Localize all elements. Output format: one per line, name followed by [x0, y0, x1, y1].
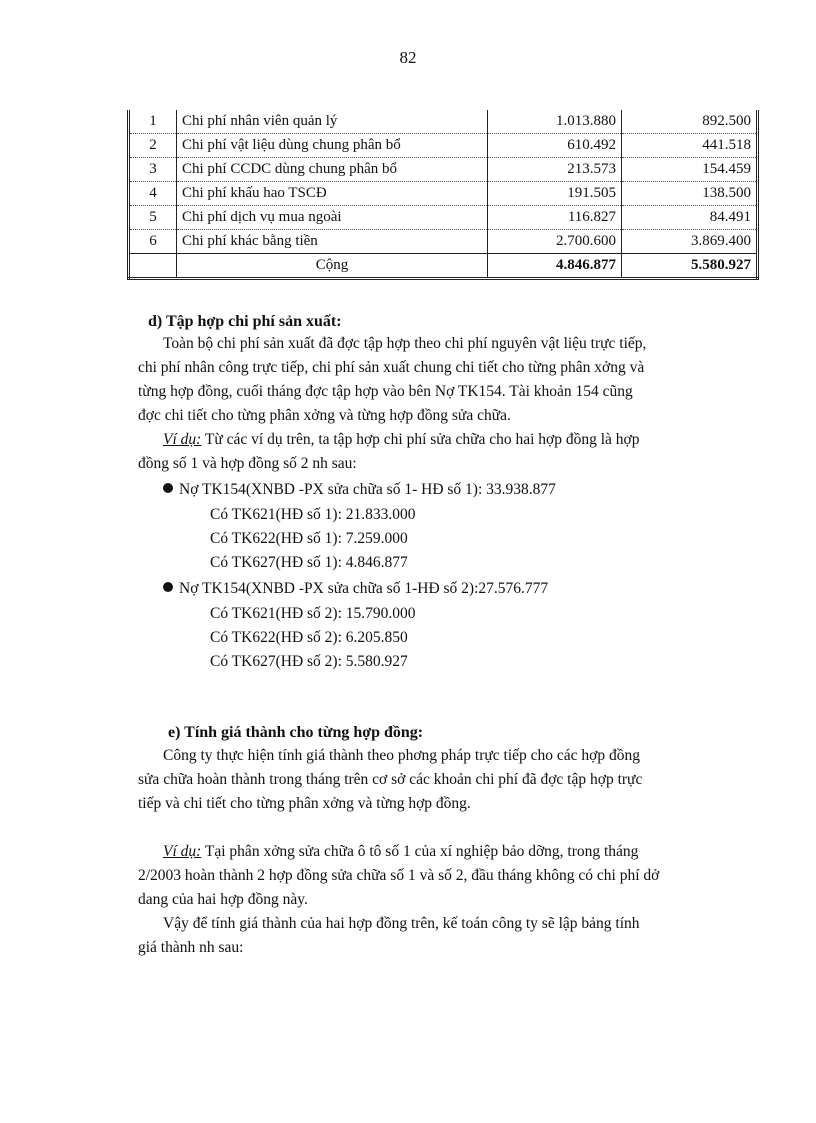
overhead-cost-table — [127, 110, 759, 280]
contract-2-amount: 138.500 — [622, 182, 758, 206]
example-line: dang của hai hợp đồng này. — [138, 891, 308, 908]
paragraph-line: Toàn bộ chi phí sản xuất đã đợc tập hợp theo chi phí nguyên vật liệu trực tiếp, — [163, 335, 647, 352]
section-e-heading: e) Tính giá thành cho từng hợp đồng: — [168, 724, 424, 741]
paragraph-line: tiếp và chi tiết cho từng phân xởng và từng hợp đồng. — [138, 795, 471, 812]
paragraph-line: giá thành nh sau: — [138, 939, 244, 956]
total-row — [129, 254, 758, 279]
cost-item: Chi phí vật liệu dùng chung phân bổ — [177, 134, 488, 158]
contract-2-amount: 154.459 — [622, 158, 758, 182]
example-text: Từ các ví dụ trên, ta tập hợp chi phí sửa chữa cho hai hợp đồng là hợp — [201, 431, 640, 448]
contract-2-amount: 84.491 — [622, 206, 758, 230]
cost-item: Chi phí nhân viên quản lý — [177, 110, 488, 134]
cost-item: Chi phí dịch vụ mua ngoài — [177, 206, 488, 230]
contract-2-amount: 441.518 — [622, 134, 758, 158]
example-line — [163, 840, 638, 864]
bullet-icon — [163, 483, 173, 493]
example-label: Ví dụ: — [163, 431, 202, 448]
table-row — [129, 110, 758, 134]
table-row — [129, 134, 758, 158]
contract-2-amount: 3.869.400 — [622, 230, 758, 254]
example-line: đồng số 1 và hợp đồng số 2 nh sau: — [138, 455, 357, 472]
contract-1-amount: 116.827 — [488, 206, 622, 230]
table-row — [129, 206, 758, 230]
journal-entry-debit — [163, 478, 556, 502]
journal-entry-credit: Có TK627(HĐ số 1): 4.846.877 — [210, 554, 408, 571]
row-number: 2 — [129, 134, 177, 158]
row-number: 3 — [129, 158, 177, 182]
table-row — [129, 158, 758, 182]
contract-2-amount: 892.500 — [622, 110, 758, 134]
contract-1-amount: 191.505 — [488, 182, 622, 206]
table-row — [129, 182, 758, 206]
contract-1-amount: 1.013.880 — [488, 110, 622, 134]
section-d-heading: d) Tập hợp chi phí sản xuất: — [148, 313, 342, 330]
paragraph-line: chi phí nhân công trực tiếp, chi phí sản xuất chung chi tiết cho từng phân xởng và — [138, 359, 645, 376]
example-label: Ví dụ: — [163, 843, 202, 860]
example-line — [163, 428, 640, 452]
paragraph-line: sửa chữa hoàn thành trong tháng trên cơ sở các khoản chi phí đã đợc tập hợp trực — [138, 771, 643, 788]
row-number: 1 — [129, 110, 177, 134]
total-blank-cell — [129, 254, 177, 279]
journal-entry-credit: Có TK621(HĐ số 2): 15.790.000 — [210, 605, 416, 622]
journal-entry-debit — [163, 577, 548, 601]
row-number: 6 — [129, 230, 177, 254]
contract-1-amount: 610.492 — [488, 134, 622, 158]
total-label: Cộng — [177, 254, 488, 279]
paragraph-line: từng hợp đồng, cuối tháng đợc tập hợp vào bên Nợ TK154. Tài khoản 154 cũng — [138, 383, 633, 400]
cost-item: Chi phí khác bằng tiền — [177, 230, 488, 254]
total-contract-2: 5.580.927 — [622, 254, 758, 279]
cost-item: Chi phí CCDC dùng chung phân bổ — [177, 158, 488, 182]
bullet-icon — [163, 582, 173, 592]
example-text: Tại phân xởng sửa chữa ô tô số 1 của xí nghiệp bảo dỡng, trong tháng — [201, 843, 639, 860]
row-number: 4 — [129, 182, 177, 206]
journal-entry-credit: Có TK627(HĐ số 2): 5.580.927 — [210, 653, 408, 670]
paragraph-line: Vậy để tính giá thành của hai hợp đồng trên, kế toán công ty sẽ lập bảng tính — [163, 915, 640, 932]
journal-entry-credit: Có TK622(HĐ số 2): 6.205.850 — [210, 629, 408, 646]
total-contract-1: 4.846.877 — [488, 254, 622, 279]
paragraph-line: Công ty thực hiện tính giá thành theo phơng pháp trực tiếp cho các hợp đồng — [163, 747, 640, 764]
row-number: 5 — [129, 206, 177, 230]
table-row — [129, 230, 758, 254]
debit-text: Nợ TK154(XNBD -PX sửa chữa số 1-HĐ số 2):27.576.777 — [179, 580, 549, 597]
journal-entry-credit: Có TK622(HĐ số 1): 7.259.000 — [210, 530, 408, 547]
contract-1-amount: 2.700.600 — [488, 230, 622, 254]
page-number: 82 — [399, 48, 417, 67]
journal-entry-credit: Có TK621(HĐ số 1): 21.833.000 — [210, 506, 416, 523]
paragraph-line: đợc chi tiết cho từng phân xởng và từng hợp đồng sửa chữa. — [138, 407, 511, 424]
contract-1-amount: 213.573 — [488, 158, 622, 182]
example-line: 2/2003 hoàn thành 2 hợp đồng sửa chữa số 1 và số 2, đầu tháng không có chi phí dở — [138, 867, 660, 884]
cost-item: Chi phí khấu hao TSCĐ — [177, 182, 488, 206]
debit-text: Nợ TK154(XNBD -PX sửa chữa số 1- HĐ số 1): 33.938.877 — [179, 481, 556, 498]
